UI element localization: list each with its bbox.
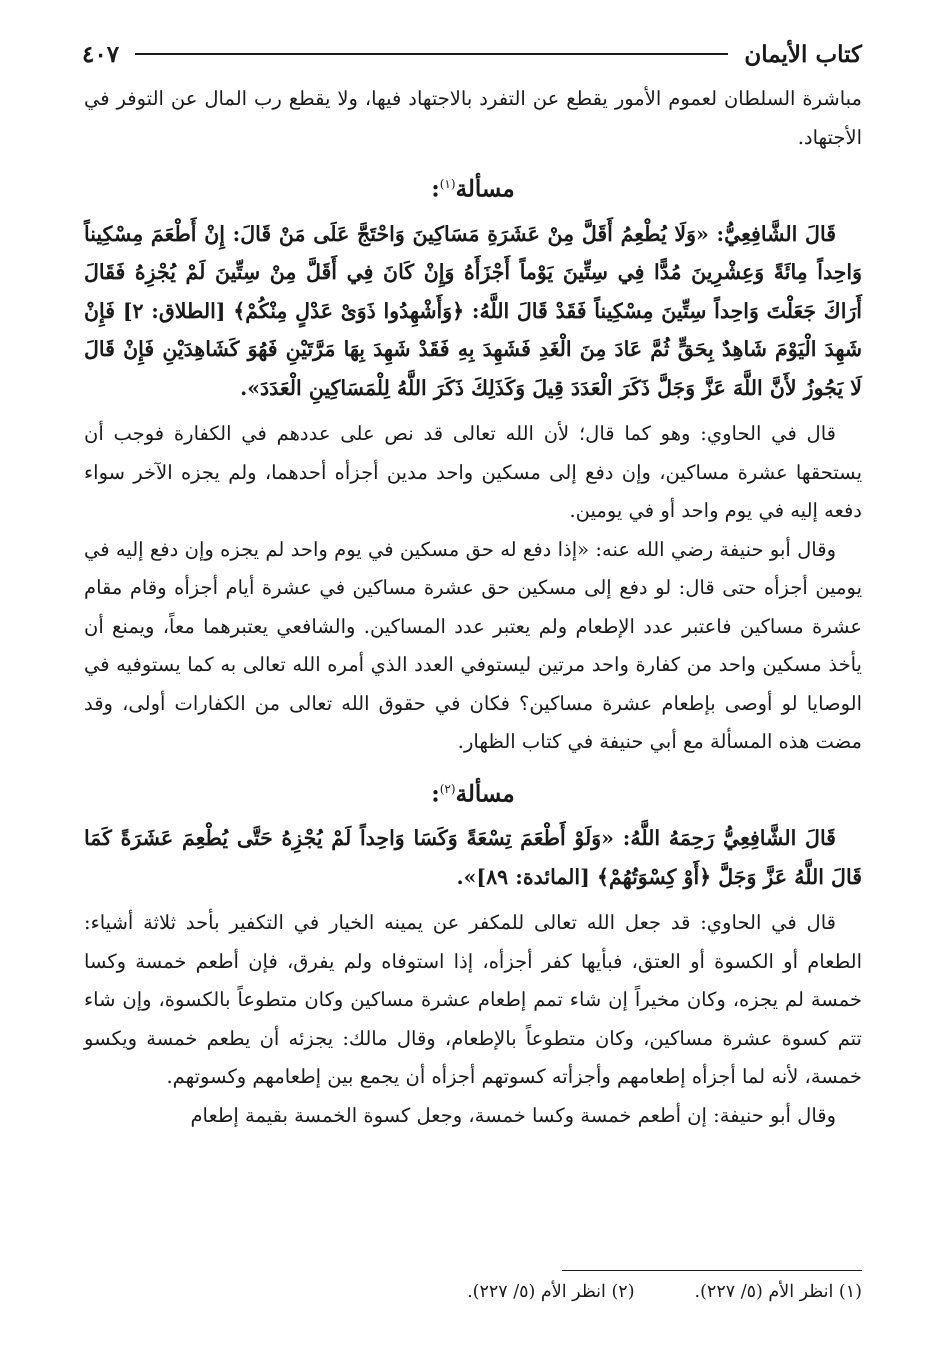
footnote-2: (٢) انظر الأم (٥/ ٢٢٧).: [467, 1282, 635, 1302]
page-number: ٤٠٧: [82, 40, 120, 68]
intro-paragraph: مباشرة السلطان لعموم الأمور يقطع عن التفرد بالاجتهاد فيها، ولا يقطع رب المال عن التوفر في الأجتهاد.: [84, 87, 862, 149]
footnote-ref-1: (١): [439, 177, 456, 191]
page-body: [84, 80, 862, 1135]
header-rule: [135, 53, 728, 55]
shafii-quote-1: قَالَ الشَّافِعِيُّ: «وَلَا يُطْعِمُ أَقَلَّ مِنْ عَشَرَةِ مَسَاكِينَ وَاحْتَجَّ عَلَى مَنْ قَالَ: إِنْ أَطْعَمَ مِسْكِيناً وَاحِداً مِائَةً وَعِشْرِينَ مُدًّا فِي سِتِّينَ يَوْماً أَجْزَأَهُ وَإِنْ كَانَ فِي أَقَلَّ مِنْ سِتِّينَ لَمْ يُجْزِهُ فَقَالَ أَرَاكَ جَعَلْتَ وَاحِداً سِتِّينَ مِسْكِيناً فَقَدْ قَالَ اللَّهُ: ﴿وَأَشْهِدُوا ذَوَىْ عَدْلٍ مِنْكُمْ﴾ [الطلاق: ٢] فَإِنْ شَهِدَ الْيَوْمَ شَاهِدٌ بِحَقٍّ ثُمَّ عَادَ مِنَ الْغَدِ فَشَهِدَ بِهِ فَقَدْ شَهِدَ بِهَا مَرَّتَيْنِ فَهُوَ كَشَاهِدَيْنِ فَإِنْ قَالَ لَا يَجُوزُ لأَنَّ اللَّهَ عَزَّ وَجَلَّ ذَكَرَ الْعَدَدَ قِيلَ وَكَذَلِكَ ذَكَرَ اللَّهُ لِلْمَسَاكِينِ الْعَدَدَ».: [84, 221, 862, 400]
footnote-rule: [562, 1270, 862, 1271]
page-header: [82, 34, 862, 74]
section-heading-1: مسألة$^{(١)}$:: [431, 175, 515, 203]
section-heading-1-text: مسألة: [455, 175, 515, 203]
footnote-1: (١) انظر الأم (٥/ ٢٢٧).: [694, 1282, 862, 1302]
footnote-ref-2: (٢): [439, 781, 456, 796]
section2-paragraph-2: وقال أبو حنيفة: إن أطعم خمسة وكسا خمسة، وجعل كسوة الخمسة بقيمة إطعام: [190, 1103, 836, 1127]
footnotes: [84, 1282, 862, 1302]
section1-paragraph-2: وقال أبو حنيفة رضي الله عنه: «إذا دفع له حق مسكين في يوم واحد لم يجزه وإن دفع إليه في يومين أجزأه حتى قال: لو دفع إلى مسكين حق عشرة مساكين في عشرة أيام أجزأه وقام مقام عشرة مساكين فاعتبر عدد الإطعام ولم يعتبر عدد المساكين. والشافعي يعتبرهما معاً، ويمنع أن يأخذ مسكين واحد من كفارة واحد مرتين ليستوفي العدد الذي أمره الله تعالى به كما يستوفيه في الوصايا لو أوصى بإطعام عشرة مساكين؟ فكان في حقوق الله تعالى من الكفارات أولى، وقد مضت هذه المسألة مع أبي حنيفة في كتاب الظهار.: [84, 537, 862, 754]
section-heading-2: مسألة$^{(٢)}$:: [431, 780, 515, 808]
chapter-title: كتاب الأيمان: [744, 40, 862, 68]
section1-paragraph-1: قال في الحاوي: وهو كما قال؛ لأن الله تعالى قد نص على عددهم في الكفارة فوجب أن يستحقها عشرة مساكين، وإن دفع إلى مسكين واحد مدين أجزأه أحدهما، ولم يجزه الآخر سواء دفعه إليه في يوم واحد أو في يومين.: [84, 422, 862, 523]
shafii-quote-2: قَالَ الشَّافِعِيُّ رَحِمَهُ اللَّهُ: «وَلَوْ أَطْعَمَ تِسْعَةً وَكَسَا وَاحِداً لَمْ يُجْزِهُ حَتَّى يُطْعِمَ عَشَرَةً كَمَا قَالَ اللَّهُ عَزَّ وَجَلَّ ﴿أَوْ كِسْوَتُهُمْ﴾ [المائدة: ٨٩]».: [84, 826, 862, 889]
section-heading-2-text: مسألة: [455, 780, 515, 808]
section2-paragraph-1: قال في الحاوي: قد جعل الله تعالى للمكفر عن يمينه الخيار في التكفير بأحد ثلاثة أشياء: الطعام أو الكسوة أو العتق، فبأيها كفر أجزأه، إذا استوفاه ولم يفرق، فإن أطعم خمسة وكسا خمسة لم يجزه، وكان مخيراً إن شاء تمم إطعام عشرة مساكين وكان متطوعاً بالكسوة، وإن شاء تتم كسوة عشرة مساكين، وكان متطوعاً بالإطعام، وقال مالك: يجزئه أن يطعم خمسة ويكسو خمسة، لأنه لما أجزأه إطعامهم وأجزأته كسوتهم أجزأه أن يجمع بين إطعامهم وكسوتهم.: [84, 911, 862, 1089]
